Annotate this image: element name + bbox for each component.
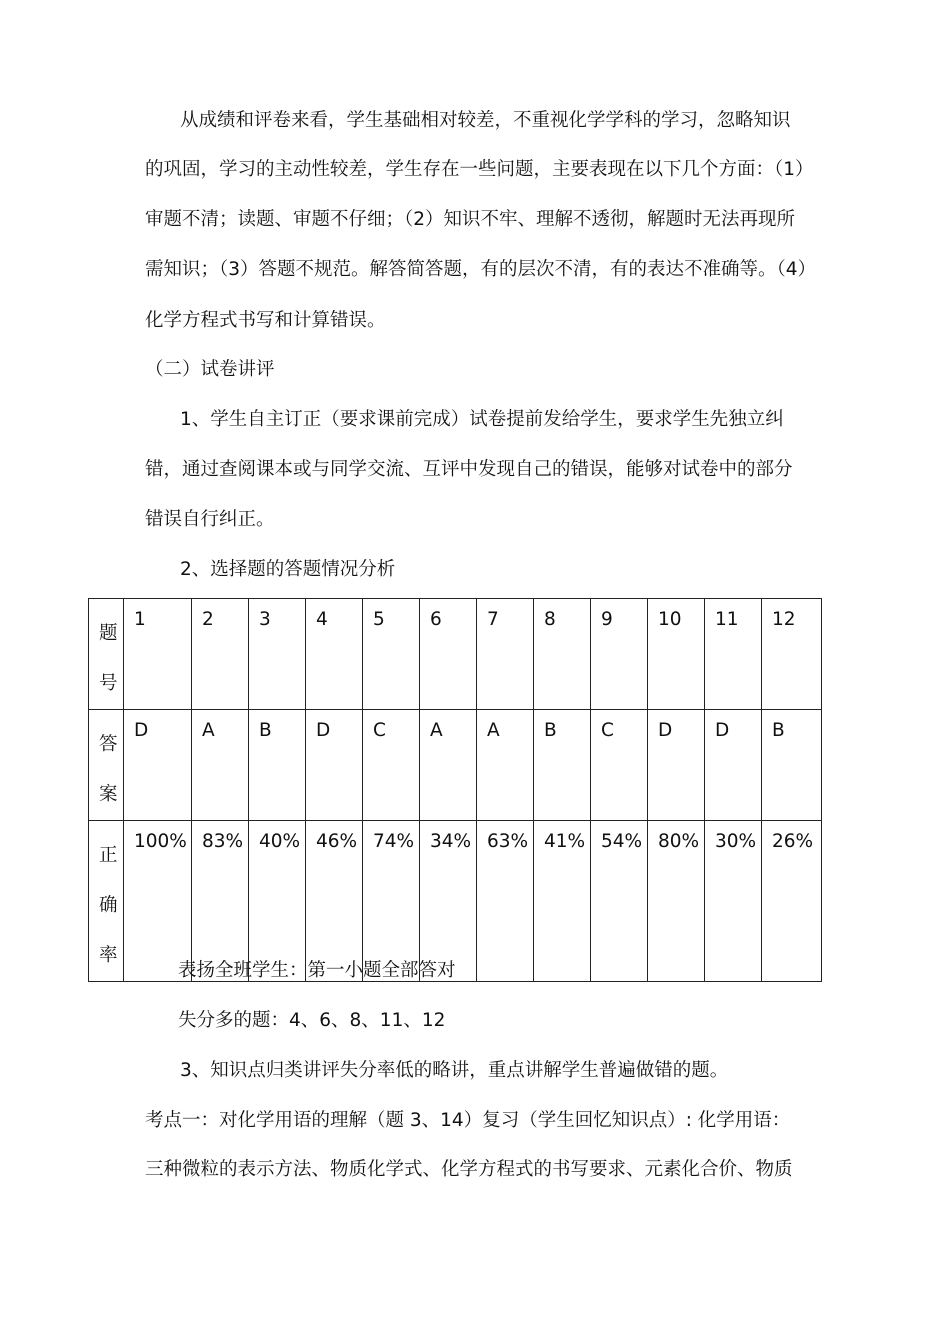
table-cell: 74% <box>363 821 420 982</box>
table-cell: 46% <box>306 821 363 982</box>
table-cell: 30% <box>705 821 762 982</box>
table-cell: 7 <box>477 599 534 710</box>
table-cell: A <box>420 710 477 821</box>
table-cell: 12 <box>762 599 822 710</box>
table-cell: 5 <box>363 599 420 710</box>
paragraph-line: 考点一：对化学用语的理解（题 3、14）复习（学生回忆知识点）: 化学用语： <box>145 1110 791 1131</box>
header-char: 号 <box>99 673 118 694</box>
table-cell: A <box>477 710 534 821</box>
table-cell: D <box>648 710 705 821</box>
paragraph-line: 3、知识点归类讲评失分率低的略讲，重点讲解学生普遍做错的题。 <box>180 1060 729 1081</box>
table-cell: B <box>249 710 306 821</box>
paragraph-line: 审题不清；读题、审题不仔细；（2）知识不牢、理解不透彻，解题时无法再现所 <box>145 209 796 230</box>
table-cell: 6 <box>420 599 477 710</box>
table-cell: 10 <box>648 599 705 710</box>
table-cell: 26% <box>762 821 822 982</box>
paragraph-line: 错，通过查阅课本或与同学交流、互评中发现自己的错误，能够对试卷中的部分 <box>145 459 793 480</box>
header-char: 率 <box>99 945 118 966</box>
section-heading: （二）试卷讲评 <box>145 359 275 380</box>
header-char: 答 <box>99 734 118 755</box>
table-cell: 80% <box>648 821 705 982</box>
paragraph-line: 错误自行纠正。 <box>145 509 275 530</box>
table-cell: 34% <box>420 821 477 982</box>
table-cell: 8 <box>534 599 591 710</box>
paragraph-line: 表扬全班学生：第一小题全部答对 <box>178 960 456 981</box>
answer-analysis-table <box>88 598 822 982</box>
paragraph-line: 化学方程式书写和计算错误。 <box>145 310 386 331</box>
table-cell: 63% <box>477 821 534 982</box>
table-cell: 54% <box>591 821 648 982</box>
paragraph-line: 2、选择题的答题情况分析 <box>180 559 396 580</box>
table-cell: 2 <box>192 599 249 710</box>
table-cell: B <box>534 710 591 821</box>
header-char: 确 <box>99 895 118 916</box>
row-header-accuracy <box>89 821 124 982</box>
table-cell: 11 <box>705 599 762 710</box>
table-cell: A <box>192 710 249 821</box>
table-row-answers <box>89 710 822 821</box>
paragraph-line: 1、学生自主订正（要求课前完成）试卷提前发给学生，要求学生先独立纠 <box>180 409 784 430</box>
table-cell: D <box>306 710 363 821</box>
paragraph-line: 需知识；（3）答题不规范。解答简答题，有的层次不清，有的表达不准确等。（4） <box>145 259 817 280</box>
table-cell: 3 <box>249 599 306 710</box>
table-row-numbers <box>89 599 822 710</box>
table-cell: B <box>762 710 822 821</box>
table-cell: 1 <box>124 599 192 710</box>
table-cell: 41% <box>534 821 591 982</box>
table-cell: 83% <box>192 821 249 982</box>
paragraph-line: 失分多的题：4、6、8、11、12 <box>178 1010 446 1031</box>
row-header-answer <box>89 710 124 821</box>
paragraph-line: 从成绩和评卷来看，学生基础相对较差，不重视化学学科的学习，忽略知识 <box>180 110 791 131</box>
paragraph-line: 的巩固，学习的主动性较差，学生存在一些问题，主要表现在以下几个方面：（1） <box>145 159 814 180</box>
table-cell: 9 <box>591 599 648 710</box>
header-char: 题 <box>99 623 118 644</box>
table-cell: 40% <box>249 821 306 982</box>
table-cell: C <box>591 710 648 821</box>
table-cell: D <box>705 710 762 821</box>
table-cell: 4 <box>306 599 363 710</box>
row-header-question-number <box>89 599 124 710</box>
header-char: 正 <box>99 845 118 866</box>
table-cell: 100% <box>124 821 192 982</box>
paragraph-line: 三种微粒的表示方法、物质化学式、化学方程式的书写要求、元素化合价、物质 <box>145 1159 793 1180</box>
table-cell: D <box>124 710 192 821</box>
header-char: 案 <box>99 784 118 805</box>
table-cell: C <box>363 710 420 821</box>
